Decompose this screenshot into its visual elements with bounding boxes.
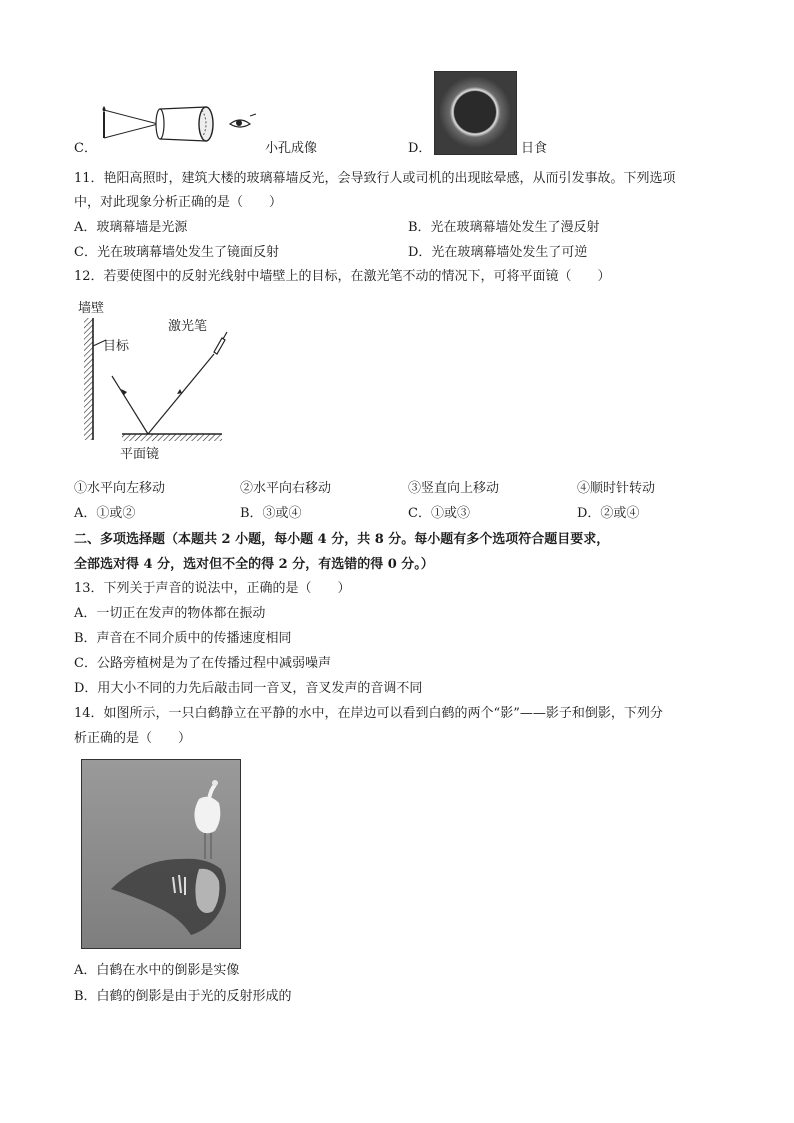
section2-heading-line2: 全部选对得 4 分，选对但不全的得 2 分，有选错的得 0 分。） — [74, 557, 434, 572]
q13-option-b: B．声音在不同介质中的传播速度相同 — [74, 631, 292, 646]
plane-mirror-label: 平面镜 — [120, 447, 160, 462]
mirror-reflection-diagram — [74, 298, 244, 468]
pinhole-camera-figure — [98, 98, 263, 148]
q12-stem: 12．若要使图中的反射光线射中墙壁上的目标，在激光笔不动的情况下，可将平面镜（ ） — [74, 269, 611, 284]
q10-option-d-caption: 日食 — [521, 141, 548, 156]
q14-stem-line2: 析正确的是（ ） — [74, 731, 192, 746]
q12-choice-3: ③竖直向上移动 — [408, 481, 500, 496]
section2-heading-line1: 二、多项选择题（本题共 2 小题，每小题 4 分，共 8 分。每小题有多个选项符合题目要求， — [74, 532, 610, 547]
q10-option-c-caption: 小孔成像 — [265, 141, 318, 156]
q10-option-d-letter: D． — [408, 141, 432, 156]
target-label: 目标 — [103, 339, 130, 354]
q11-option-d: D．光在玻璃幕墙处发生了可逆 — [408, 245, 588, 260]
q13-option-d: D．用大小不同的力先后敲击同一音叉，音叉发声的音调不同 — [74, 681, 423, 696]
q12-option-d: D．②或④ — [577, 506, 640, 521]
q13-option-c: C．公路旁植树是为了在传播过程中减弱噪声 — [74, 656, 331, 671]
q11-option-c: C．光在玻璃幕墙处发生了镜面反射 — [74, 245, 279, 260]
q13-stem: 13．下列关于声音的说法中，正确的是（ ） — [74, 581, 351, 596]
q11-stem-line2: 中，对此现象分析正确的是（ ） — [74, 195, 283, 210]
q12-choice-2: ②水平向右移动 — [240, 481, 332, 496]
q11-option-a: A．玻璃幕墙是光源 — [74, 220, 188, 235]
q12-option-a: A．①或② — [74, 506, 136, 521]
q12-choice-4: ④顺时针转动 — [577, 481, 656, 496]
q14-option-a: A．白鹤在水中的倒影是实像 — [74, 963, 240, 978]
q12-option-c: C．①或③ — [408, 506, 470, 521]
q14-stem-line1: 14．如图所示，一只白鹤静立在平静的水中，在岸边可以看到白鹤的两个“影”——影子和倒影，下列分 — [74, 706, 663, 721]
q14-option-b: B．白鹤的倒影是由于光的反射形成的 — [74, 989, 292, 1004]
solar-eclipse-photo — [434, 71, 517, 155]
q10-option-c-letter: C． — [74, 141, 97, 156]
q12-option-b: B．③或④ — [240, 506, 302, 521]
laser-pen-label: 激光笔 — [168, 319, 208, 334]
q11-stem-line1: 11．艳阳高照时，建筑大楼的玻璃幕墙反光，会导致行人或司机的出现眩晕感，从而引发事故。下列选项 — [74, 171, 676, 186]
wall-label: 墙壁 — [78, 301, 105, 316]
white-crane-photo — [81, 759, 241, 949]
q12-choice-1: ①水平向左移动 — [74, 481, 166, 496]
q13-option-a: A．一切正在发声的物体都在振动 — [74, 606, 266, 621]
q11-option-b: B．光在玻璃幕墙处发生了漫反射 — [408, 220, 600, 235]
